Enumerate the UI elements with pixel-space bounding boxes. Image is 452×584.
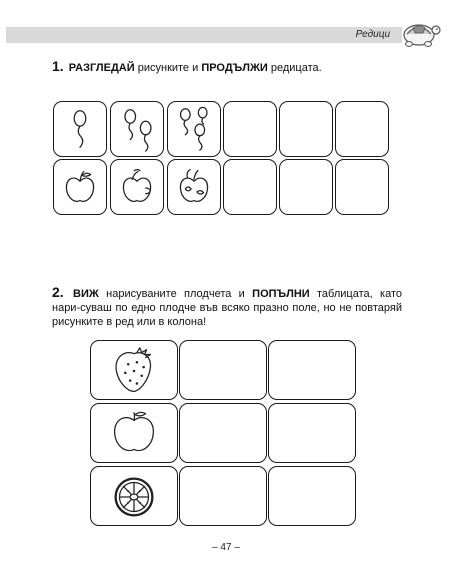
section-label: Редици [355,29,390,40]
turtle-icon [397,16,441,50]
empty-cell[interactable] [268,403,356,463]
empty-cell[interactable] [268,340,356,400]
task1-text-part1: рисунките и [134,62,202,74]
empty-cell[interactable] [335,101,389,157]
empty-cell[interactable] [223,101,277,157]
balloon-cell-1 [53,101,107,157]
header-band [6,27,402,43]
apple-icon [91,404,177,462]
apple-cell-1 [53,159,107,215]
balloon-icon [54,102,106,156]
task2-verb-see: ВИЖ [73,288,99,300]
task2-text-part1: нарисуваните плодчета и [98,288,253,300]
task2-text-part2: таблицата, като нари-суваш по едно плодче във всяко празно поле, но не повтаряй рисунките в ред или в колона! [52,288,402,328]
task1-instruction [52,59,402,75]
task1-text-part2: редицата. [267,62,322,74]
empty-cell[interactable] [179,403,267,463]
empty-cell[interactable] [268,466,356,526]
empty-cell[interactable] [279,159,333,215]
kiwi-icon [91,467,177,525]
task2-number: 2. [52,284,64,300]
empty-cell[interactable] [279,101,333,157]
task1-number: 1. [52,58,64,74]
apple-icon [54,160,106,214]
page-number: – 47 – [212,542,240,553]
empty-cell[interactable] [179,466,267,526]
strawberry-cell [90,340,178,400]
task1-verb-continue: ПРОДЪЛЖИ [201,62,268,74]
balloon-icon [111,102,163,156]
strawberry-icon [91,341,177,399]
apple-icon [168,160,220,214]
balloon-cell-3 [167,101,221,157]
kiwi-cell [90,466,178,526]
apple-cell-3 [167,159,221,215]
empty-cell[interactable] [335,159,389,215]
apple-cell-2 [110,159,164,215]
task1-verb-look: РАЗГЛЕДАЙ [68,62,135,74]
task2-verb-fill: ПОПЪЛНИ [252,288,310,300]
empty-cell[interactable] [179,340,267,400]
apple-cell [90,403,178,463]
apple-icon [111,160,163,214]
balloon-cell-2 [110,101,164,157]
balloon-icon [168,102,220,156]
task2-instruction [52,285,402,329]
empty-cell[interactable] [223,159,277,215]
